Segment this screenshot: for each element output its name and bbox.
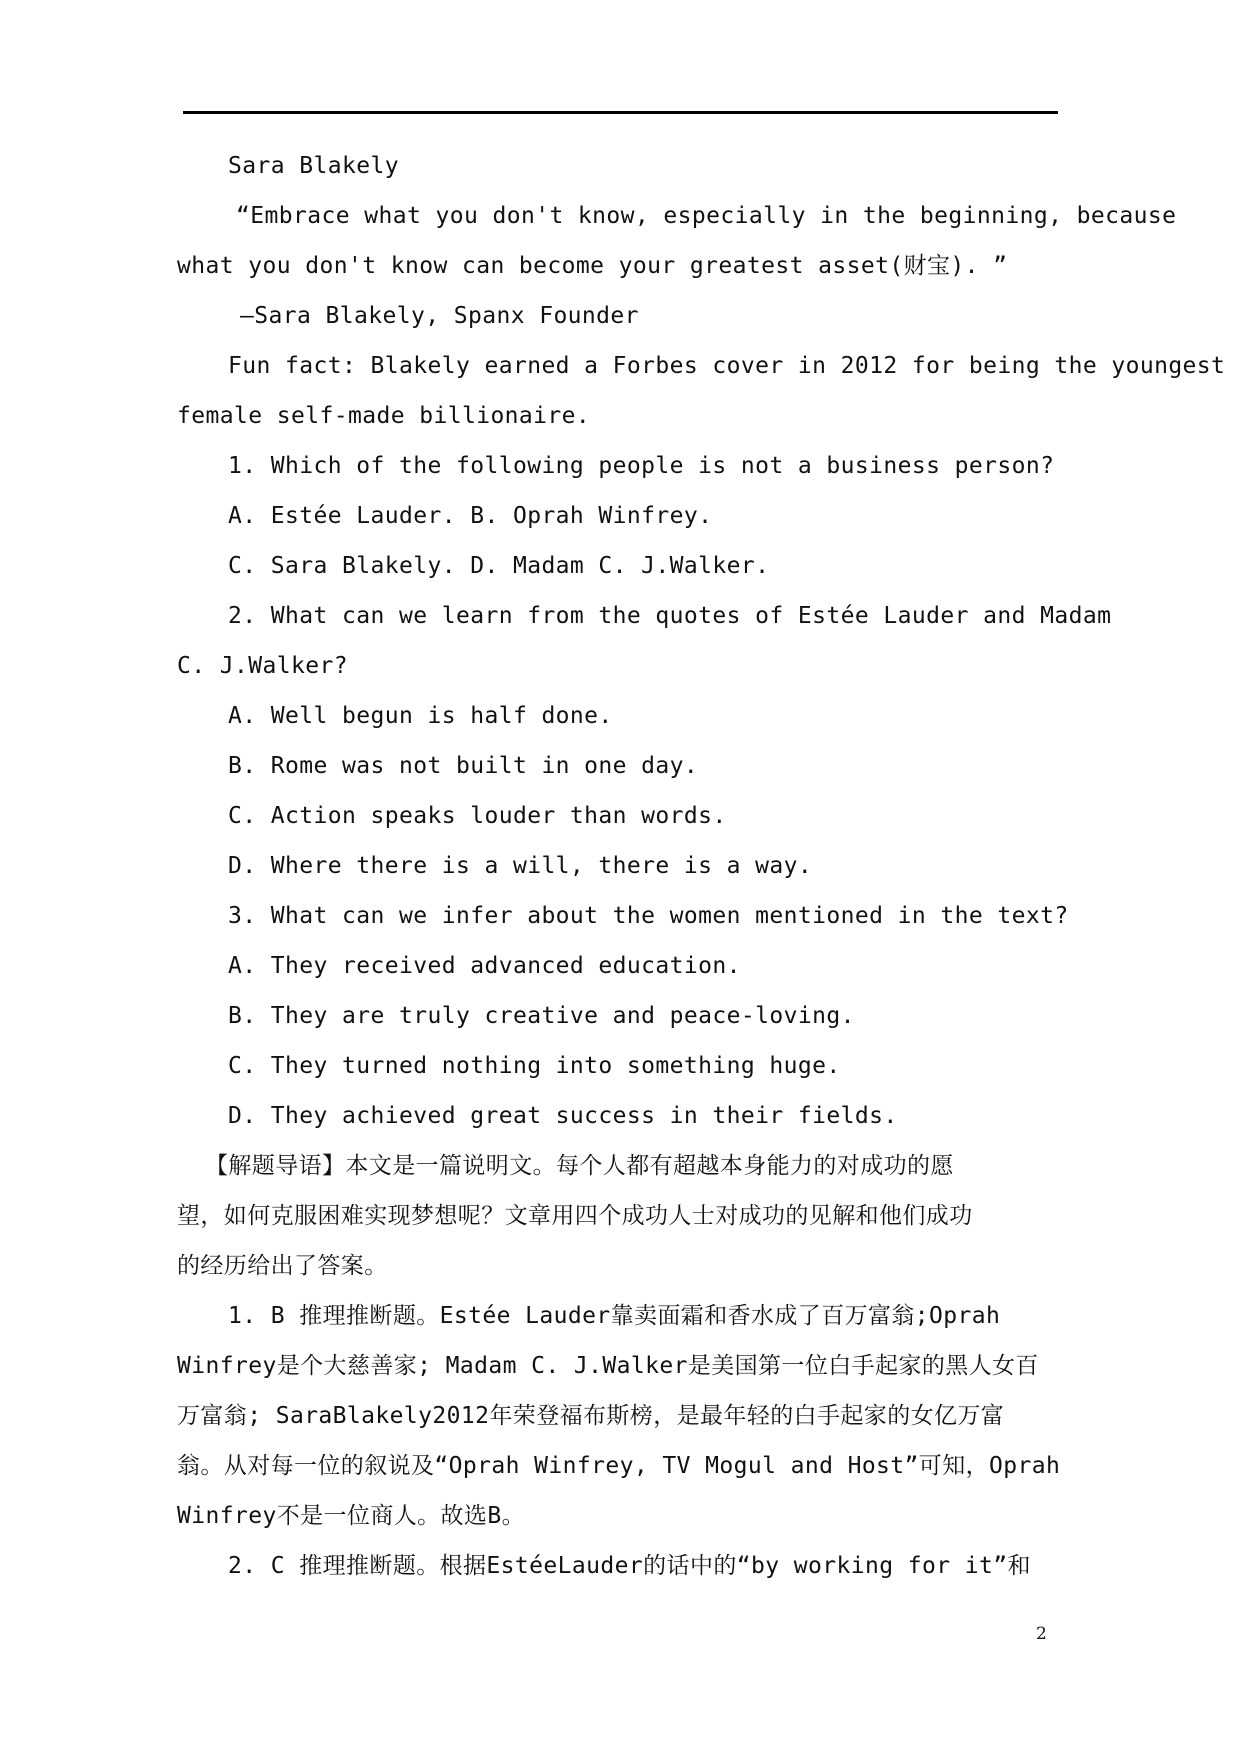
answer-line: 翁。从对每一位的叙说及“Oprah Winfrey, TV Mogul and Host”可知，Oprah: [177, 1453, 1061, 1479]
question-option: A. They received advanced education.: [228, 953, 741, 979]
question-option: C. They turned nothing into something huge.: [228, 1053, 841, 1079]
question-stem: C. J.Walker?: [177, 653, 348, 679]
quote-line: “Embrace what you don't know, especially in the beginning, because: [236, 203, 1177, 229]
fun-fact-line: female self-made billionaire.: [177, 403, 591, 429]
quote-line: what you don't know can become your greatest asset(财宝). ”: [177, 253, 1008, 279]
question-option: A. Well begun is half done.: [228, 703, 613, 729]
question-option: B. Rome was not built in one day.: [228, 753, 699, 779]
question-stem: 1. Which of the following people is not a business person?: [228, 453, 1055, 479]
answer-line: 1. B 推理推断题。Estée Lauder靠卖面霜和香水成了百万富翁;Oprah: [228, 1303, 1001, 1329]
question-stem: 3. What can we infer about the women mentioned in the text?: [228, 903, 1069, 929]
question-option: D. They achieved great success in their fields.: [228, 1103, 898, 1129]
page-number: 2: [1036, 1624, 1047, 1644]
answer-line: 2. C 推理推断题。根据EstéeLauder的话中的“by working for it”和: [228, 1553, 1031, 1579]
quote-attribution: —Sara Blakely, Spanx Founder: [240, 303, 639, 329]
answer-line: Winfrey不是一位商人。故选B。: [177, 1503, 525, 1529]
question-options: A. Estée Lauder. B. Oprah Winfrey.: [228, 503, 713, 529]
question-options: C. Sara Blakely. D. Madam C. J.Walker.: [228, 553, 770, 579]
person-name: Sara Blakely: [228, 153, 399, 179]
guide-line: 的经历给出了答案。: [177, 1253, 388, 1279]
answer-line: Winfrey是个大慈善家; Madam C. J.Walker是美国第一位白手起家的黑人女百: [177, 1353, 1039, 1379]
answer-line: 万富翁; SaraBlakely2012年荣登福布斯榜，是最年轻的白手起家的女亿万富: [177, 1403, 1005, 1429]
guide-line: 望，如何克服困难实现梦想呢？文章用四个成功人士对成功的见解和他们成功: [177, 1203, 973, 1229]
guide-line: 【解题导语】本文是一篇说明文。每个人都有超越本身能力的对成功的愿: [205, 1153, 954, 1179]
question-option: D. Where there is a will, there is a way.: [228, 853, 813, 879]
question-option: B. They are truly creative and peace-loving.: [228, 1003, 855, 1029]
question-option: C. Action speaks louder than words.: [228, 803, 727, 829]
question-stem: 2. What can we learn from the quotes of Estée Lauder and Madam: [228, 603, 1112, 629]
header-rule: [183, 111, 1058, 114]
fun-fact-line: Fun fact: Blakely earned a Forbes cover in 2012 for being the youngest: [228, 353, 1226, 379]
